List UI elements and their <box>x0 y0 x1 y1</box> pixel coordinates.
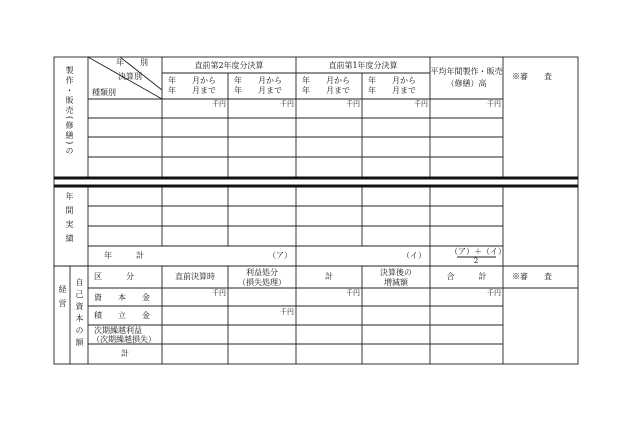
corner-kessan-label: 決算別 <box>118 72 142 81</box>
row-tsumitate: 積 立 金 <box>94 311 150 320</box>
unit-label: 千円 <box>212 289 226 297</box>
prev1-second-from: 年 月から <box>368 76 416 85</box>
prev2-first-from: 年 月から <box>168 76 216 85</box>
header-kessango: 決算後の <box>380 268 412 277</box>
mark-i: （イ） <box>402 251 426 260</box>
unit-label: 千円 <box>280 100 294 108</box>
unit-label: 千円 <box>487 289 501 297</box>
prev1-first-from: 年 月から <box>302 76 350 85</box>
equity-label: 自己資本の額 <box>75 278 84 350</box>
corner-kind-label: 種類別 <box>92 88 116 97</box>
prev1-first-to: 年 月まで <box>302 86 350 95</box>
prev2-second-to: 年 月まで <box>234 86 282 95</box>
formula-denominator: 2 <box>473 257 479 265</box>
prev1-second-to: 年 月まで <box>368 86 416 95</box>
header-zougen: 増減額 <box>384 278 408 287</box>
header-goukei: 合 計 <box>446 272 487 281</box>
unit-label: 千円 <box>346 100 360 108</box>
unit-label: 千円 <box>212 100 226 108</box>
header-average-sales: 平均年間製作・販売（修繕）高 <box>430 67 503 88</box>
mark-a: （ア） <box>268 251 292 260</box>
annual-results-label: 年間実績 <box>65 192 74 248</box>
prev2-second-from: 年 月から <box>234 76 282 85</box>
row-total: 計 <box>121 349 129 358</box>
unit-label: 千円 <box>346 289 360 297</box>
header-audit-lower: ※審 査 <box>512 272 552 281</box>
header-audit-upper: ※審 査 <box>512 72 552 81</box>
management-label: 経営 <box>58 285 67 313</box>
unit-label: 千円 <box>487 100 501 108</box>
corner-year-label: 年 別 <box>116 58 148 67</box>
annual-total-label: 年 計 <box>104 251 144 260</box>
header-prev2-year: 直前第2年度分決算 <box>194 61 264 70</box>
row-shihon: 資 本 金 <box>94 293 150 302</box>
header-chokuzen: 直前決算時 <box>175 272 215 281</box>
header-kubun: 区 分 <box>94 272 134 281</box>
formula-numerator: （ア）＋（イ） <box>450 247 506 256</box>
header-rieki-sub: （損失処理） <box>238 278 286 287</box>
row-jiki: 次期繰越利益 <box>94 326 142 335</box>
row-jiki-sub: （次期繰越損失） <box>92 335 156 344</box>
header-prev1-year: 直前第1年度分決算 <box>328 61 398 70</box>
production-section-label: 製作・販売(修繕)の <box>65 66 74 157</box>
header-rieki: 利益処分 <box>246 268 278 277</box>
unit-label: 千円 <box>280 308 294 316</box>
prev2-first-to: 年 月まで <box>168 86 216 95</box>
header-kei: 計 <box>325 272 333 281</box>
unit-label: 千円 <box>414 100 428 108</box>
